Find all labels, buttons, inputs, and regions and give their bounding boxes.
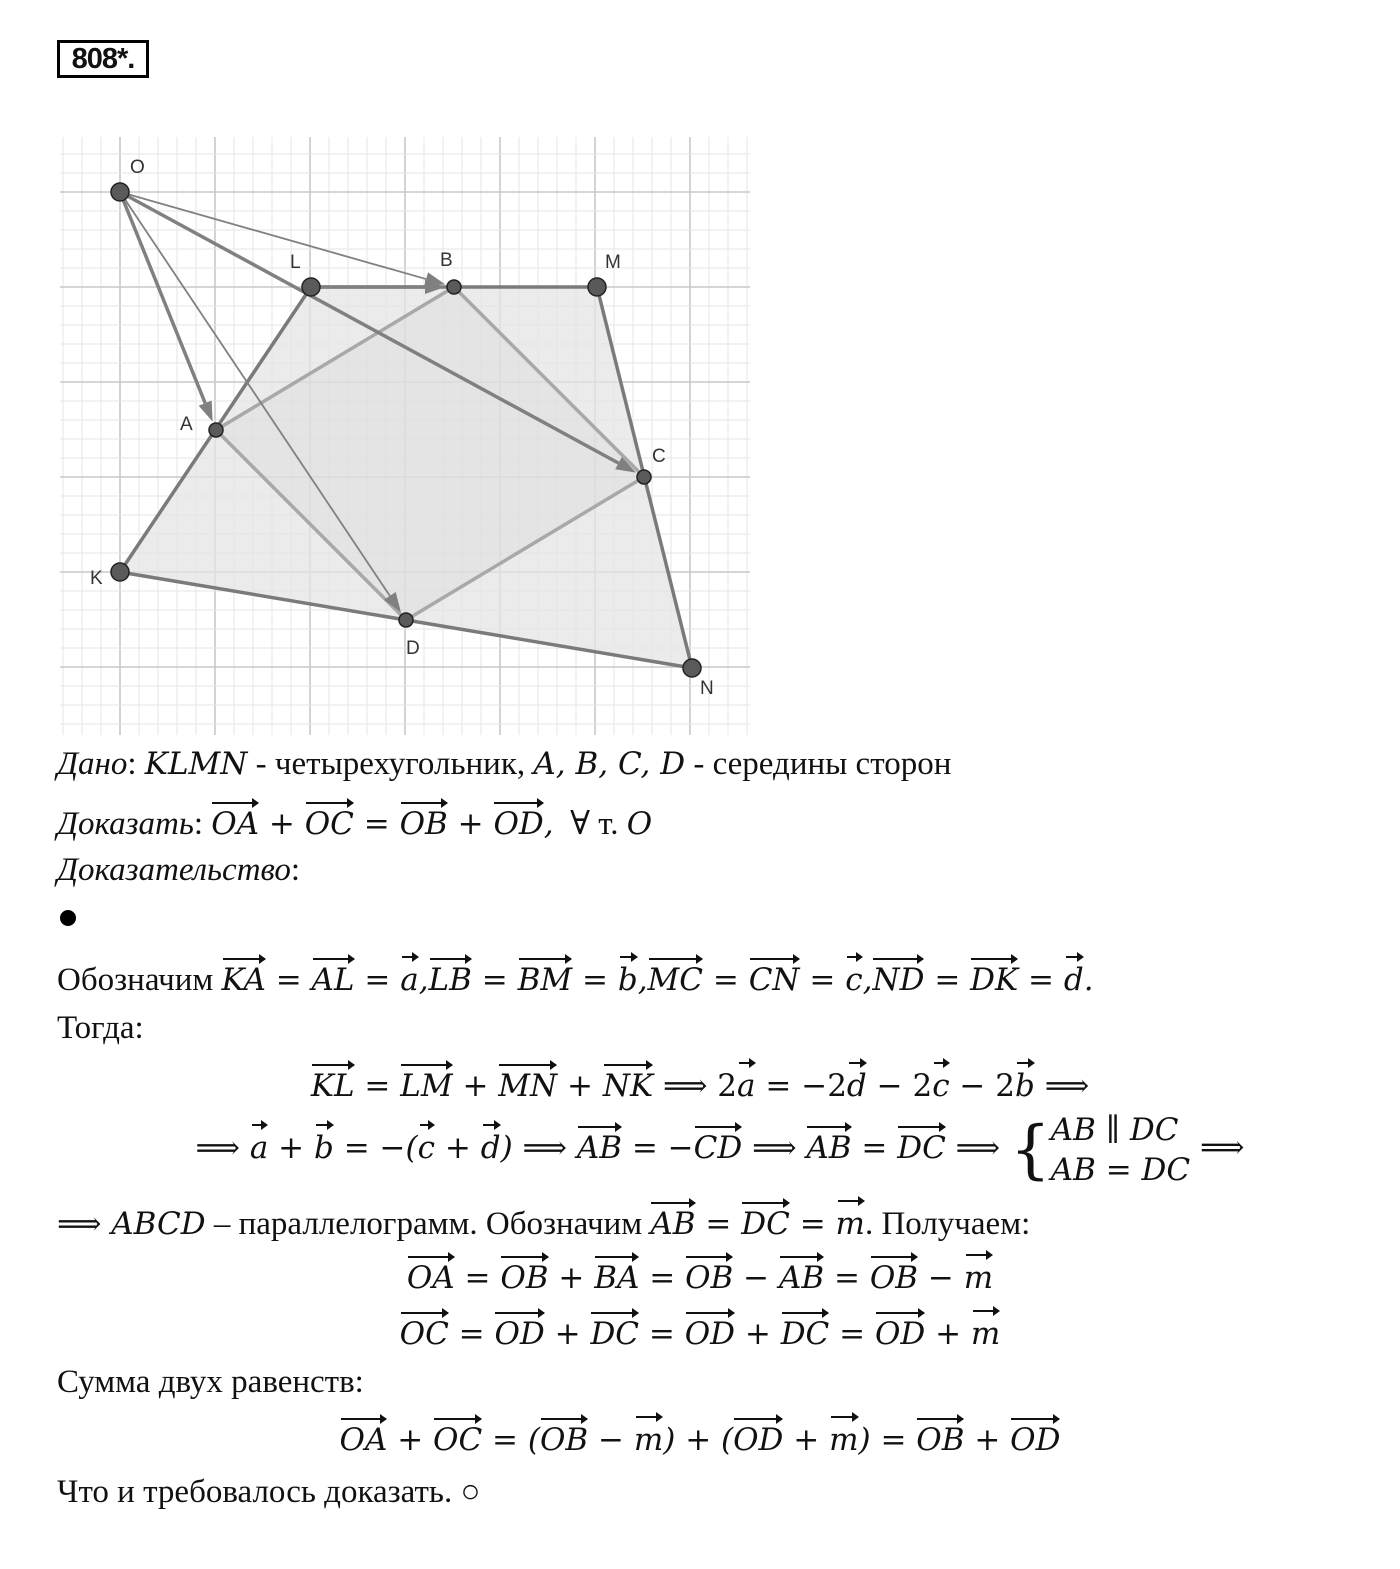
point-m [588, 278, 606, 296]
vector-oa-head [199, 400, 213, 421]
point-n [683, 659, 701, 677]
label-l: L [290, 252, 301, 273]
given-line: Дано: KLMN - четырехугольник, A, B, C, D - середины сторон [57, 746, 952, 782]
equation-2: ⟹ a + b = −(c + d) ⟹ AB = −CD ⟹ AB = DC ⟹ { AB ∥ DC AB = DC ⟹ [195, 1112, 1245, 1188]
any-point: O [626, 806, 653, 842]
parallelogram-line: ⟹ ABCD – параллелограмм. Обозначим AB = DC = m. Получаем: [57, 1200, 1030, 1244]
proof-label: Доказательство [57, 852, 291, 888]
then-line: Тогда: [57, 1010, 144, 1046]
given-label: Дано [57, 746, 128, 782]
geometry-figure [0, 0, 760, 740]
proof-heading: Доказательство: [57, 852, 301, 888]
label-o: O [130, 157, 145, 178]
prove-label: Доказать [57, 806, 194, 842]
problem-number: 808*. [57, 40, 149, 78]
forall: ∀ т. [570, 806, 627, 842]
sum-line: Сумма двух равенств: [57, 1364, 364, 1400]
label-b: B [440, 250, 453, 271]
point-d [399, 613, 413, 627]
given-text-2: - середины сторон [685, 746, 952, 782]
get-text: . Получаем: [864, 1206, 1031, 1242]
denote-line: Обозначим KA = AL = a,LB = BM = b,MC = CN = c,ND = DK = d. [57, 956, 1094, 1000]
label-m: M [605, 252, 621, 273]
label-a: A [180, 414, 193, 435]
equation-1: KL = LM + MN + NK ⟹ 2a = −2d − 2c − 2b ⟹ [0, 1062, 1400, 1106]
equation-4: OC = OD + DC = OD + DC = OD + m [0, 1310, 1400, 1354]
point-k [111, 563, 129, 581]
point-c [637, 470, 651, 484]
label-c: C [652, 446, 666, 467]
given-midpoints: A, B, C, D [533, 746, 686, 782]
given-quad: KLMN [144, 746, 248, 782]
vector-ob [120, 192, 426, 279]
point-l [302, 278, 320, 296]
given-text-1: - четырехугольник, [247, 746, 534, 782]
label-k: K [90, 568, 103, 589]
vector-oa [120, 192, 205, 403]
prove-line: Доказать: OA + OC = OB + OD, ∀ т. O [57, 800, 652, 844]
equation-3: OA = OB + BA = OB − AB = OB − m [0, 1254, 1400, 1298]
equation-5: OA + OC = (OB − m) + (OD + m) = OB + OD [0, 1416, 1400, 1460]
qed-line: Что и требовалось доказать. ○ [57, 1474, 481, 1510]
label-d: D [406, 638, 420, 659]
point-o [111, 183, 129, 201]
parallelogram-text: – параллелограмм. Обозначим [205, 1206, 651, 1242]
bullet-marker [60, 910, 76, 926]
label-n: N [700, 678, 714, 699]
point-a [209, 423, 223, 437]
point-b [447, 280, 461, 294]
denote-text: Обозначим [57, 962, 222, 998]
